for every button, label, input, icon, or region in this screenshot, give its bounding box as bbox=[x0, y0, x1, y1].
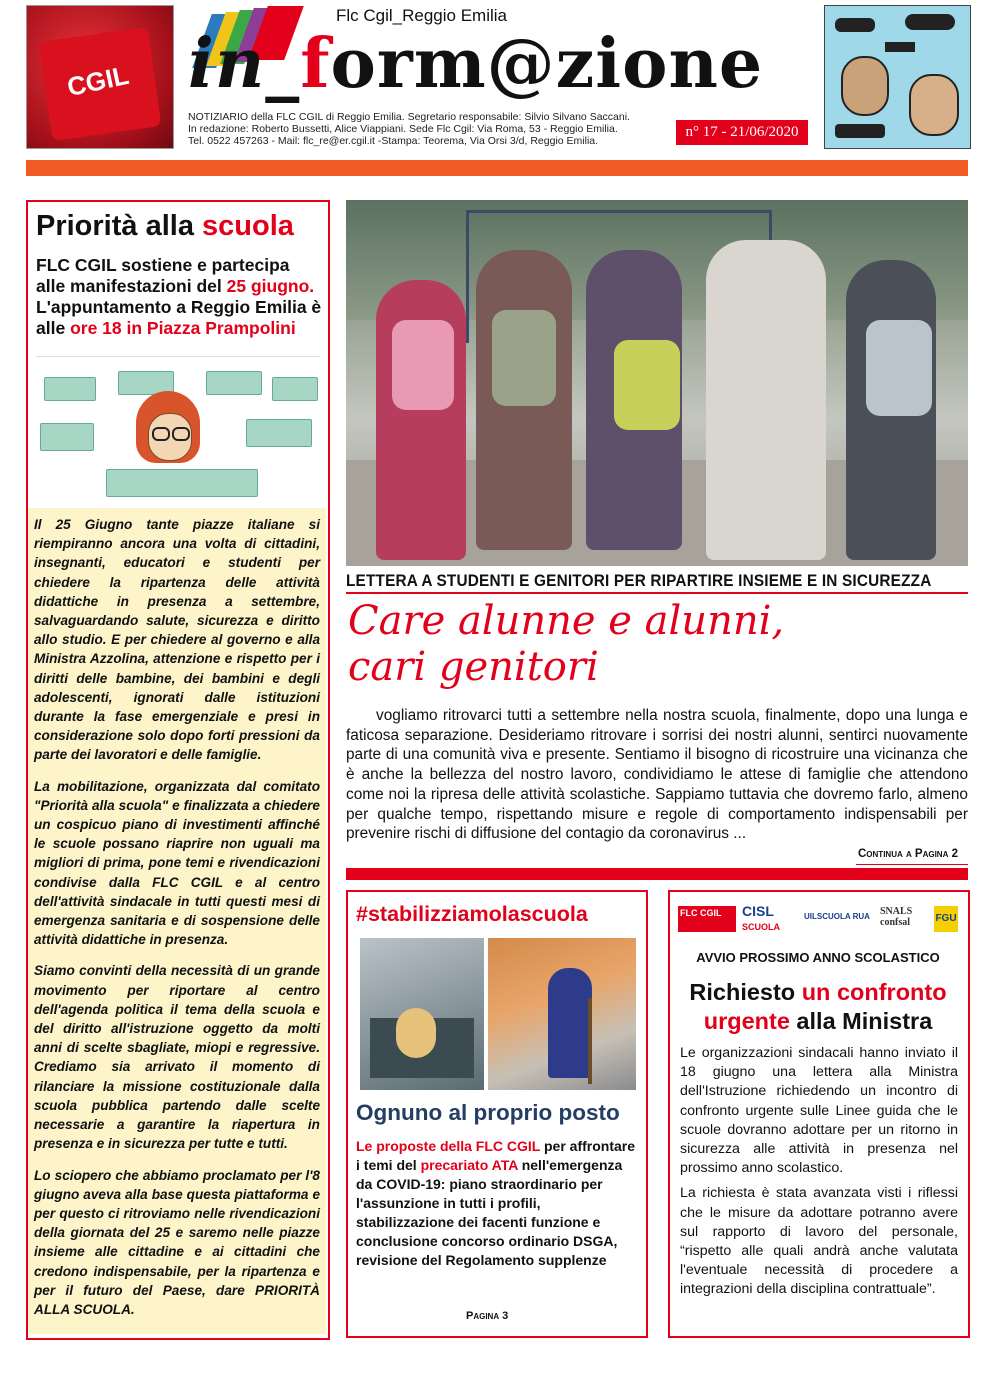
section-divider-bar bbox=[346, 868, 968, 880]
kicker-rule bbox=[346, 592, 968, 594]
masthead-in: in_ bbox=[188, 24, 301, 104]
cisl-logo bbox=[742, 904, 800, 934]
issue-badge: n° 17 - 21/06/2020 bbox=[676, 120, 808, 145]
masthead-rest: orm@zione bbox=[330, 24, 764, 104]
left-title bbox=[36, 210, 294, 243]
middle-body bbox=[356, 1137, 638, 1270]
lead-c: L'appuntamento a Reggio Emilia è alle bbox=[36, 297, 322, 338]
masthead-f: f bbox=[300, 24, 331, 104]
comic-illustration bbox=[824, 5, 971, 149]
left-lead bbox=[36, 255, 322, 339]
left-paragraph: Lo sciopero che abbiamo proclamato per l'8 giugno aveva alla base questa piattaforma e per questo ci ritroviamo nelle rivendicazioni della giornata del 25 e saremo nelle piazze insieme alle cittadine e ai cittadini che credono indispensabile, per la ripartenza e per il futuro del Paese, dare PRIORITÀ ALLA SCUOLA. bbox=[34, 1167, 320, 1317]
lead-a: FLC CGIL sostiene e partecipa alle manifestazioni del bbox=[36, 255, 290, 296]
credits bbox=[188, 111, 668, 147]
headline-line: cari genitori bbox=[348, 644, 599, 690]
article-headline bbox=[348, 598, 968, 690]
left-title-a: Priorità alla bbox=[36, 210, 203, 242]
right-paragraph: La richiesta è stata avanzata visti i riflessi che le misure da adottare potranno avere sul rapporto di lavoro del personale, “rispetto alle quali andrà anche valutata l'eventuale necessità di procedere a integrazioni della disciplina contrattuale”. bbox=[680, 1185, 958, 1298]
classroom-cartoon bbox=[36, 356, 320, 501]
snals-logo: SNALS confsal bbox=[880, 906, 913, 928]
continue-link[interactable] bbox=[858, 848, 958, 860]
org-name: Flc Cgil_Reggio Emilia bbox=[336, 6, 508, 25]
school-janitor-photo bbox=[488, 938, 636, 1090]
continue-rule bbox=[856, 864, 968, 865]
right-kicker: AVVIO PROSSIMO ANNO SCOLASTICO bbox=[696, 950, 940, 965]
uil-logo: UILSCUOLA RUA bbox=[804, 912, 870, 921]
right-body bbox=[680, 1044, 958, 1306]
schoolchildren-photo bbox=[346, 200, 968, 566]
credits-line: NOTIZIARIO della FLC CGIL di Reggio Emilia. Segretario responsabile: Silvio Silvano Saccani. bbox=[188, 111, 630, 123]
right-title-b: un confronto urgente bbox=[703, 979, 947, 1034]
credits-line: In redazione: Roberto Bussetti, Alice Viappiani. Sede Flc Cgil: Via Roma, 53 - Reggio Emilia. bbox=[188, 123, 618, 135]
flag-cgil-text: CGIL bbox=[64, 59, 132, 103]
lead-b: 25 giugno. bbox=[226, 276, 315, 296]
union-logos bbox=[678, 902, 960, 942]
page-ref-text: Pagina bbox=[466, 1310, 503, 1322]
mid-body-b: per affrontare i temi del bbox=[356, 1138, 636, 1173]
article-body bbox=[346, 706, 968, 844]
fgu-logo: FGU bbox=[934, 906, 958, 932]
credits-line: Tel. 0522 457263 - Mail: flc_re@er.cgil.it -Stampa: Teorema, Via Orsi 3/d, Reggio Emilia. bbox=[188, 135, 599, 147]
article-text: vogliamo ritrovarci tutti a settembre nella nostra scuola, finalmente, dopo una lunga e faticosa separazione. Desideriamo ritrovare i sorrisi dei nostri alunni, sentirci nuovamente parte di una comunità viva e presente. Sentiamo il bisogno di ricostruire una vicinanza che è anche la bellezza del nostro lavoro, condividiamo le attese di famiglie che attendono come noi la ripresa delle attività scolastiche. Sappiamo tuttavia che dovremo farlo, almeno per qualche tempo, rispettando misure e regole di comportamento indispensabili per prevenire rischi di diffusione del contagio da coronavirus ... bbox=[346, 707, 968, 843]
continue-text: Continua a Pagina bbox=[858, 848, 952, 860]
page-ref-number: 3 bbox=[502, 1310, 509, 1322]
middle-title: Ognuno al proprio posto bbox=[356, 1100, 620, 1125]
mid-body-a: Le proposte della FLC CGIL bbox=[356, 1138, 541, 1154]
right-title-c: alla Ministra bbox=[789, 1008, 933, 1034]
office-workers-photo bbox=[360, 938, 484, 1090]
article-kicker: LETTERA A STUDENTI E GENITORI PER RIPARTIRE INSIEME E IN SICUREZZA bbox=[346, 572, 932, 590]
lead-d: ore 18 in Piazza Prampolini bbox=[70, 318, 296, 338]
hashtag-title: #stabilizziamolascuola bbox=[356, 902, 588, 926]
masthead-title bbox=[188, 24, 763, 104]
header-divider-bar bbox=[26, 160, 968, 176]
flc-cgil-logo: FLC CGIL bbox=[678, 906, 736, 932]
cgil-flag-photo bbox=[26, 5, 174, 149]
right-title bbox=[668, 978, 968, 1036]
mid-body-c: precariato ATA bbox=[420, 1157, 518, 1173]
mid-body-d: nell'emergenza da COVID-19: piano straordinario per l'assunzione in tutti i profili, stabilizzazione dei facenti funzione e conclusione concorso ordinario DSGA, revisione del Regolamento supplenze bbox=[356, 1157, 623, 1268]
left-title-b: scuola bbox=[202, 210, 294, 242]
cisl-text: CISL bbox=[742, 903, 774, 919]
left-paragraph: La mobilitazione, organizzata dal comitato "Priorità alla scuola" e finalizzata a chiedere un cospicuo piano di investimenti affinché le scuole possano riaprire non uguali ma migliori di prima, pone temi e rivendicazioni condivise dalla FLC CGIL e al centro dell'attività sindacale in tutti questi mesi di emergenza sanitaria e di sospensione delle attività didattiche in presenza. bbox=[34, 778, 320, 948]
right-paragraph: Le organizzazioni sindacali hanno inviato il 18 giugno una lettera alla Ministra dell'Istruzione richiedendo un incontro di confronto urgente sulle Linee guida che le scuole dovranno adottare per un ritorno in sicurezza alle attività in presenza nel prossimo anno scolastico. bbox=[680, 1045, 958, 1177]
headline-line: Care alunne e alunni, bbox=[348, 598, 785, 644]
left-paragraph: Il 25 Giugno tante piazze italiane si riempiranno ancora una volta di cittadini, insegnanti, educatori e studenti per chiedere la ripartenza delle attività didattiche in presenza a settembre, salvaguardando salute, sicurezza e diritto allo studio. E per chiedere al governo e alla Ministra Azzolina, attenzione e rispetto per i diritti delle bambine, dei bambini e degli adolescenti, ignorati dalle istituzioni durante la fase emergenziale e presi in considerazione solo dopo forti pressioni da parte dei lavoratori e delle famiglie. bbox=[34, 517, 320, 763]
left-paragraph: Siamo convinti della necessità di un grande movimento per riportare al centro dell'agenda politica il tema della scuola e del diritto all'istruzione oggetto da molti anni di scelte sbagliate, miopi e regressive. Crediamo sia arrivato il momento di rilanciare la missione costituzionale dalla scuola pubblica partendo dalle scelte necessarie a garantire la riapertura in presenza e in sicurezza per tutte e tutti. bbox=[34, 963, 320, 1152]
left-article-body bbox=[34, 515, 320, 1331]
continue-page: 2 bbox=[951, 848, 958, 860]
right-title-a: Richiesto bbox=[689, 979, 802, 1005]
cisl-sub: SCUOLA bbox=[742, 922, 780, 932]
page-reference bbox=[466, 1310, 508, 1322]
